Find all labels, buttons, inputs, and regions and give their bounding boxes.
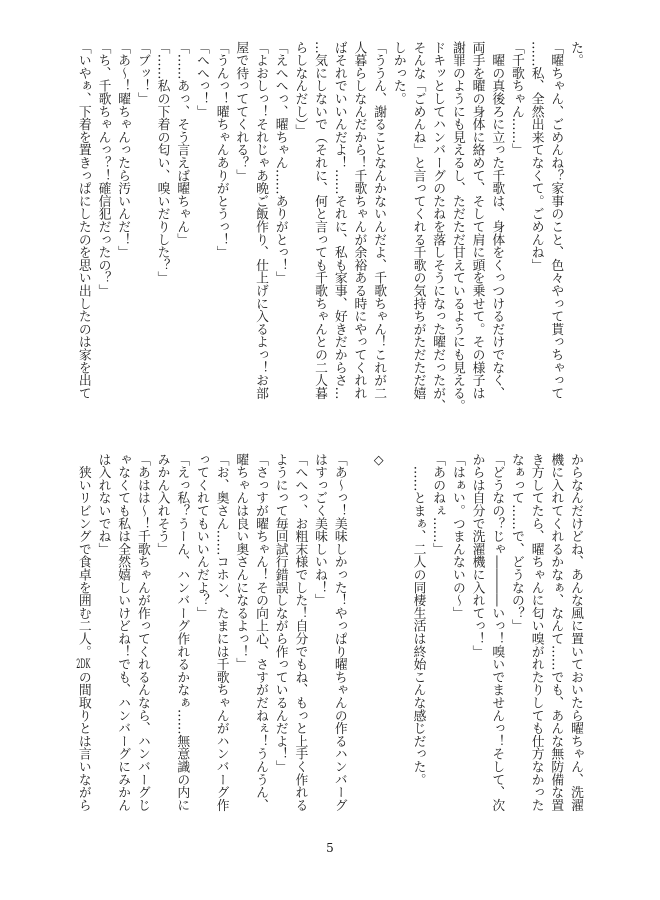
text-column: 「ブッ！」: [134, 41, 150, 105]
text-column: は入れないでね」: [95, 453, 111, 556]
text-column: 謝罪のようにも見えるし、ただただ甘えているようにも見える。: [449, 41, 465, 413]
blank-column: [349, 453, 369, 813]
text-column: ゃなくても私は全然嬉しいけどね！でも、ハンバーグにみかん: [115, 453, 131, 812]
text-column: みかん入れそう」: [154, 453, 170, 556]
text-column: ……とまぁ、二人の同棲生活は終始こんな感じだった。: [410, 453, 426, 786]
text-column: しかった。: [390, 41, 406, 105]
text-column: 曜の真後ろに立った千歌は、身体をくっつけるだけでなく、: [489, 41, 505, 400]
text-column: 「千歌ちゃん……」: [508, 41, 524, 157]
text-column: き方してたら、曜ちゃんに匂い嗅がれたりしても仕方なかった: [528, 453, 544, 812]
text-column: からは自分で洗濯機に入れてっ！」: [469, 453, 485, 658]
text-column: 人暮らしなんだから！千歌ちゃんが余裕ある時にやってくれれ: [351, 41, 367, 400]
text-column: ドキッとしてハンバーグのたねを落しそうになった曜だったが、: [430, 41, 446, 413]
text-column: た。: [568, 41, 583, 67]
text-column: ……私、全然出来てなくて。ごめんね」: [528, 41, 544, 272]
text-column: 両手を曜の身体に絡めて、そして肩に頭を乗せて。その様子は: [469, 41, 485, 400]
text-column: 「へへっ、お粗末様でした！自分でもね、もっと上手く作れる: [292, 453, 308, 812]
text-column: 機に入れてくれるかなぁ、なんて……でも、あんな無防備な置: [548, 453, 564, 812]
text-column: らしなんだし）」: [292, 41, 308, 137]
text-column: 狭いリビングで食卓を囲む二人。2DKの間取りとは言いながら: [75, 453, 91, 812]
blank-column: [388, 453, 408, 813]
text-column: ばそれでいいんだよ！……それに、私も家事、好きだからさ…: [331, 41, 347, 400]
text-column: なぁって……で、どうなの？」: [508, 453, 524, 633]
text-column: 「ち、千歌ちゃんっ？！確信犯だったの？」: [95, 41, 111, 297]
text-column: 「えへへっ、曜ちゃん……ありがとっ！」: [272, 41, 288, 285]
text-column: 「あ〜っ！美味しかった！やっぱり曜ちゃんの作るハンバーグ: [331, 453, 347, 812]
text-column: 「どうなの？じゃ――――いっ！嗅いでませんっ！そして、次: [489, 453, 505, 812]
text-column: 「えっ私？うーん、ハンバーグ作れるかなぁ……無意識の内に: [174, 453, 190, 812]
text-column: 「あはは〜！千歌ちゃんが作ってくれるんなら、ハンバーグじ: [134, 453, 150, 812]
text-column: 「曜ちゃん、ごめんね？家事のこと、色々やって貰っちゃって: [548, 41, 564, 400]
text-column: ってくれてもいいんだよ？」: [193, 453, 209, 620]
text-column: 「……私の下着の匂い、嗅いだりした？」: [154, 41, 170, 285]
text-column: 「うんっ！曜ちゃんありがとうっ！」: [213, 41, 229, 259]
text-column: 「……あっ、そう言えば曜ちゃん」: [174, 41, 190, 246]
text-column: 「いやぁ、下着を置きっぱにしたのを思い出したのは家を出て: [75, 41, 91, 400]
text-column: 「へへっ！」: [193, 41, 209, 118]
section-break-symbol: ◇: [371, 453, 387, 468]
text-column: 「お、奥さん……コホン、たまには千歌ちゃんがハンバーグ作: [213, 453, 229, 812]
text-column: …気にしないで（それに、何と言っても千歌ちゃんとの二人暮: [312, 41, 328, 400]
text-column: 「あ〜！曜ちゃんったら汚いんだ！」: [115, 41, 131, 259]
text-column: 「はぁい。つまんないの〜」: [449, 453, 465, 620]
top-text-block: [73, 41, 585, 413]
text-column: からなんだけどね、あんな風に置いておいたら曜ちゃん、洗濯: [568, 453, 583, 812]
page-number: 5: [326, 841, 334, 855]
text-column: 曜ちゃんは良い奥さんになるよっ！」: [233, 453, 249, 671]
text-column: そんな「ごめんね」と言ってくれる千歌の気持ちがただただ嬉: [410, 41, 426, 400]
text-column: ようにって毎回試行錯誤しながら作っているんだよ！」: [272, 453, 288, 773]
text-column: 「よおしっ！それじゃあ晩ご飯作り、仕上げに入るよっ！お部: [253, 41, 268, 400]
text-column: 「さっすが曜ちゃん！その向上心、さすがだねぇ！うんうん、: [253, 453, 268, 812]
bottom-text-block: [73, 453, 585, 813]
text-column: 「ううん、謝ることなんかないんだよ、千歌ちゃん！これが二: [371, 41, 387, 400]
text-column: 屋で待っててくれる？」: [233, 41, 249, 182]
text-column: はすっごく美味しいね！」: [312, 453, 328, 607]
text-column: 「あのねぇ……」: [430, 453, 446, 556]
